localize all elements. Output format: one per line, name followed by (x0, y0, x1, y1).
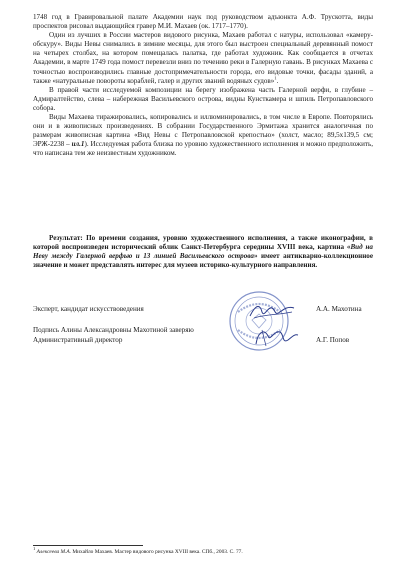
paragraph-4: Виды Махаева тиражировались, копировались и иллюминировались, в том числе в Европе. Повторялись они и в живописных произведениях. В собрании Государственного Эрмитажа хранится аналогичная по размерам живописная картина «Вид Невы с Петропавловской крепостью» (холст, масло; 89,5х139,5 см; ЭРЖ-2238 – ил.1). Исследуемая работа близка по уровню художественного исполнения и можно предположить, что написана тем же неизвестным художником. (33, 113, 373, 158)
certify-line: Подпись Алины Александровны Махотиной заверяю (33, 326, 194, 334)
paragraph-2: Один из лучших в России мастеров видового рисунка, Махаев работал с натуры, использовал «камеру-обскуру». Виды Невы снимались в зимние месяцы, для этого был выстроен специальный деревянный помост на четырех столбах, на котором помещалась палатка, где работал художник. Как сообщается в отчетах Академии, в марте 1749 года помост перевезли вниз по течению реки в Галерную гавань. В рисунках Махаева с точностью воспроизводились главные достопримечательности города, его видовые точки, фасады зданий, а также «натуральные повороты кораблей, галер и других званий водяных судов»$^1$. (33, 31, 373, 85)
footnote-divider (33, 545, 143, 546)
illustration-ref: ил.1 (71, 140, 85, 149)
expert-name: А.А. Махотина (316, 305, 362, 313)
expert-signature (248, 300, 298, 322)
painting-title: Вид на Неву между Галерной верфью и 13 линией Васильевского острова (33, 243, 373, 261)
expert-role: Эксперт, кандидат искусствоведения (33, 305, 144, 313)
body-text (33, 13, 373, 159)
footnote-ref: 1 (274, 75, 277, 81)
footnote: $^1$ Алексеева М.А. Михайло Махаев. Мастер видового рисунка XVIII века. СПб., 2003. С. 77. (33, 546, 243, 555)
director-signature (252, 326, 300, 350)
paragraph-1: 1748 год в Гравировальной палате Академии наук под руководством адъюнкта А.Ф. Трускотта, виды проспектов рисовал выдающийся гравер М.И. Махаев (ок. 1717–1770). (33, 13, 373, 31)
paragraph-3: В правой части исследуемой композиции на берегу изображена часть Галерной верфи, в глубине – Адмиралтейство, слева – набережная Васильевского острова, видны Кунсткамера и шпиль Петропавловского собора. (33, 85, 373, 112)
footnote-author: Алексеева М.А. (36, 549, 72, 555)
director-role: Административный директор (33, 336, 123, 344)
director-name: А.Г. Попов (316, 336, 350, 344)
result-paragraph: Результат: По времени создания, уровню художественного исполнения, а также иконографии, в которой воспроизведен исторический облик Санкт-Петербурга середины XVIII века, картина «Вид на Неву между Галерной верфью и 13 линией Васильевского острова» имеет антикварно-коллекционное значение и может представлять интерес для музеев историко-культурного направления. (33, 234, 373, 270)
